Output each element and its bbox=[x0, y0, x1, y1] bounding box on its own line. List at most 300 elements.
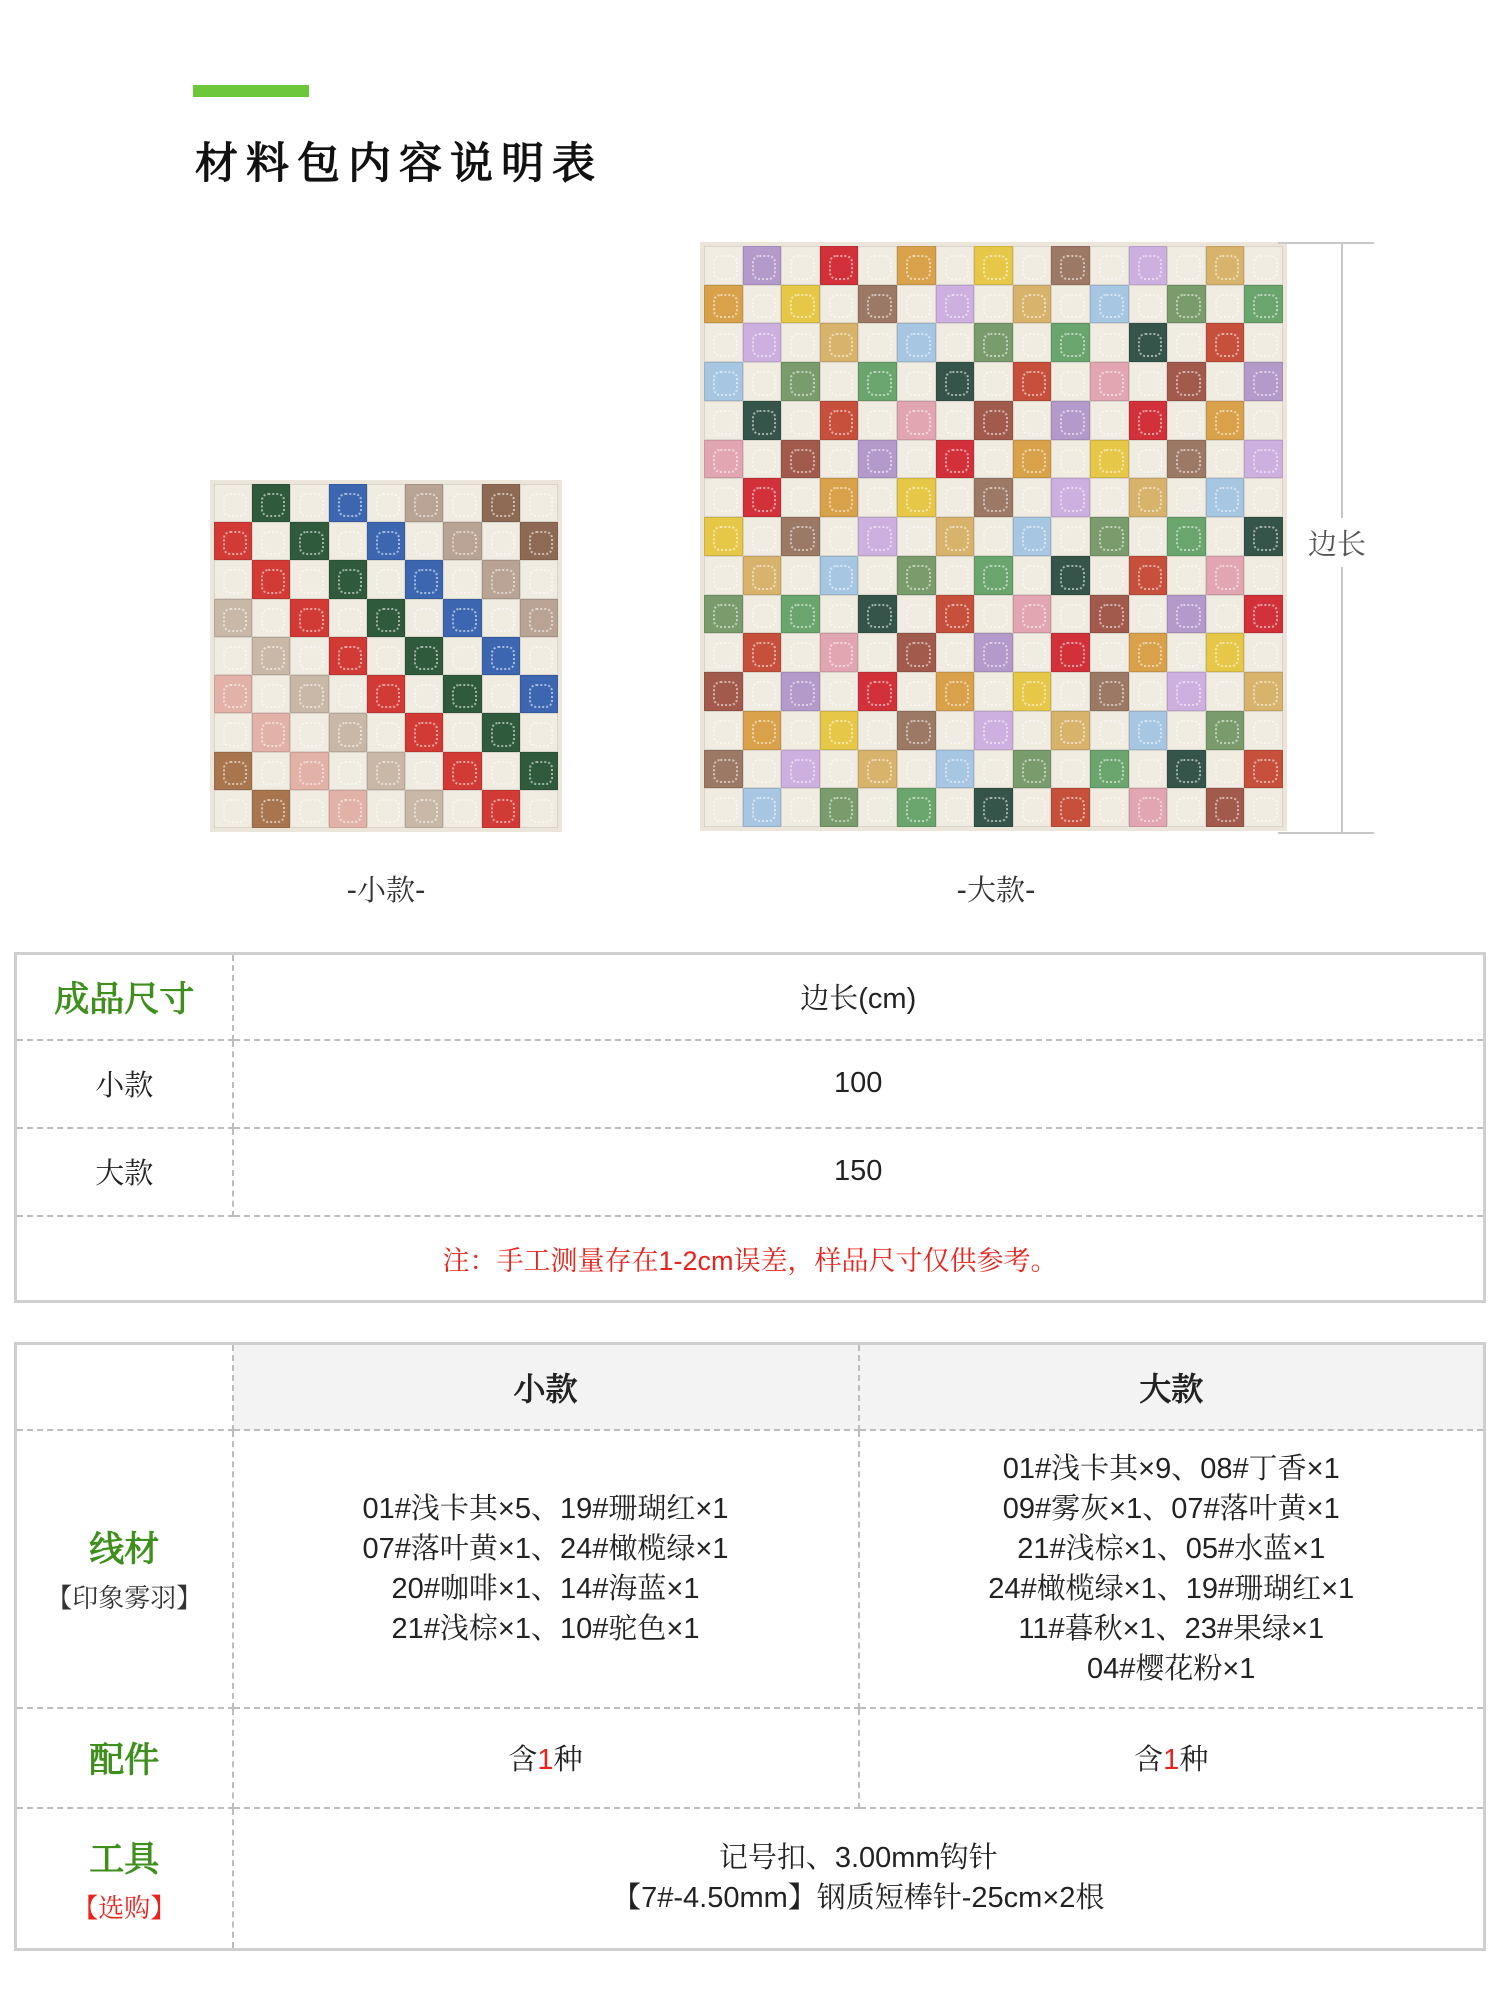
knit-square bbox=[482, 599, 520, 637]
knit-square bbox=[820, 285, 859, 324]
knit-square bbox=[290, 790, 328, 828]
material-col-small: 小款 bbox=[233, 1344, 859, 1430]
knit-square bbox=[743, 595, 782, 634]
knit-square bbox=[704, 401, 743, 440]
knit-square bbox=[1090, 711, 1129, 750]
knit-square bbox=[1051, 440, 1090, 479]
knit-square bbox=[820, 246, 859, 285]
knit-square bbox=[897, 517, 936, 556]
knit-square bbox=[1051, 362, 1090, 401]
knit-square bbox=[781, 750, 820, 789]
material-table bbox=[14, 1342, 1486, 1951]
knit-square bbox=[781, 633, 820, 672]
knit-square bbox=[290, 675, 328, 713]
list-item: 记号扣、3.00mm钩针 bbox=[718, 1842, 998, 1875]
knit-square bbox=[897, 556, 936, 595]
knit-square bbox=[252, 484, 290, 522]
knit-square bbox=[367, 675, 405, 713]
knit-square bbox=[405, 752, 443, 790]
knit-square bbox=[704, 285, 743, 324]
knit-square bbox=[781, 672, 820, 711]
knit-square bbox=[1090, 401, 1129, 440]
list-item: 20#咖啡×1、14#海蓝×1 bbox=[391, 1572, 700, 1605]
knit-square bbox=[1244, 672, 1283, 711]
knit-square bbox=[443, 637, 481, 675]
knit-square bbox=[820, 750, 859, 789]
knit-square bbox=[252, 637, 290, 675]
tools-label: 工具 bbox=[89, 1839, 160, 1879]
tools-label-cell bbox=[16, 1808, 233, 1950]
list-item: 24#橄榄绿×1、19#珊瑚红×1 bbox=[988, 1572, 1355, 1605]
knit-square bbox=[1244, 285, 1283, 324]
knit-square bbox=[1051, 323, 1090, 362]
knit-square bbox=[743, 672, 782, 711]
knit-square bbox=[329, 790, 367, 828]
knit-square bbox=[974, 633, 1013, 672]
knit-square bbox=[820, 401, 859, 440]
knit-square bbox=[1244, 478, 1283, 517]
knit-square bbox=[482, 752, 520, 790]
list-item: 04#樱花粉×1 bbox=[1087, 1652, 1256, 1685]
knit-square bbox=[781, 401, 820, 440]
knit-square bbox=[974, 401, 1013, 440]
knit-square bbox=[781, 711, 820, 750]
knit-square bbox=[1206, 285, 1245, 324]
knit-square bbox=[936, 672, 975, 711]
size-row-label: 大款 bbox=[16, 1128, 233, 1216]
knit-square bbox=[936, 440, 975, 479]
knit-square bbox=[1129, 672, 1168, 711]
knit-square bbox=[897, 672, 936, 711]
knit-square bbox=[1090, 362, 1129, 401]
knit-square bbox=[1167, 285, 1206, 324]
knit-square bbox=[329, 484, 367, 522]
knit-square bbox=[405, 599, 443, 637]
knit-square bbox=[367, 560, 405, 598]
knit-square bbox=[329, 675, 367, 713]
knit-square bbox=[820, 440, 859, 479]
list-item: 01#浅卡其×5、19#珊瑚红×1 bbox=[362, 1492, 729, 1525]
knit-square bbox=[858, 323, 897, 362]
knit-square bbox=[329, 713, 367, 751]
knit-square bbox=[520, 560, 558, 598]
knit-square bbox=[936, 711, 975, 750]
knit-square bbox=[936, 285, 975, 324]
knit-square bbox=[1051, 595, 1090, 634]
knit-square bbox=[1244, 595, 1283, 634]
knit-square bbox=[1167, 750, 1206, 789]
knit-square bbox=[781, 517, 820, 556]
knit-square bbox=[974, 285, 1013, 324]
knit-square bbox=[1090, 285, 1129, 324]
knit-square bbox=[1167, 362, 1206, 401]
knit-square bbox=[974, 362, 1013, 401]
knit-square bbox=[367, 637, 405, 675]
knit-square bbox=[1090, 595, 1129, 634]
knit-square bbox=[897, 323, 936, 362]
knit-square bbox=[520, 484, 558, 522]
knit-square bbox=[520, 752, 558, 790]
knit-square bbox=[936, 750, 975, 789]
knit-square bbox=[290, 713, 328, 751]
knit-square bbox=[329, 560, 367, 598]
knit-square bbox=[1013, 711, 1052, 750]
knit-square bbox=[405, 637, 443, 675]
tools-list bbox=[233, 1808, 1485, 1950]
size-table bbox=[14, 952, 1486, 1303]
knit-square bbox=[1013, 246, 1052, 285]
dimension-tick-top bbox=[1278, 242, 1374, 244]
knit-square bbox=[743, 246, 782, 285]
knit-square bbox=[290, 637, 328, 675]
size-row-label: 小款 bbox=[16, 1040, 233, 1128]
list-item: 11#暮秋×1、23#果绿×1 bbox=[1018, 1612, 1325, 1645]
knit-square bbox=[1129, 556, 1168, 595]
knit-square bbox=[214, 713, 252, 751]
knit-square bbox=[214, 522, 252, 560]
knit-square bbox=[290, 560, 328, 598]
table-row bbox=[16, 1040, 1485, 1128]
knit-square bbox=[743, 556, 782, 595]
knit-square bbox=[897, 401, 936, 440]
knit-square bbox=[1129, 750, 1168, 789]
knit-square bbox=[974, 556, 1013, 595]
knit-square bbox=[482, 522, 520, 560]
knit-square bbox=[897, 750, 936, 789]
knit-square bbox=[1129, 323, 1168, 362]
knit-square bbox=[897, 246, 936, 285]
knit-square bbox=[520, 637, 558, 675]
knit-square bbox=[897, 285, 936, 324]
size-note-row bbox=[16, 1216, 1485, 1302]
knit-square bbox=[1013, 401, 1052, 440]
knit-square bbox=[974, 711, 1013, 750]
knit-square bbox=[443, 522, 481, 560]
knit-square bbox=[1206, 788, 1245, 827]
knit-square bbox=[367, 713, 405, 751]
knit-square bbox=[1013, 595, 1052, 634]
knit-square bbox=[1090, 440, 1129, 479]
knit-square bbox=[1013, 362, 1052, 401]
knit-square bbox=[1206, 711, 1245, 750]
knit-square bbox=[1129, 440, 1168, 479]
knit-square bbox=[520, 713, 558, 751]
knit-square bbox=[214, 560, 252, 598]
material-header-blank bbox=[16, 1344, 233, 1430]
knit-square bbox=[1244, 517, 1283, 556]
knit-square bbox=[367, 790, 405, 828]
knit-square bbox=[1129, 362, 1168, 401]
knit-square bbox=[743, 750, 782, 789]
knit-square bbox=[1167, 401, 1206, 440]
knit-square bbox=[936, 595, 975, 634]
knit-square bbox=[897, 362, 936, 401]
accessory-count: 1 bbox=[537, 1744, 554, 1776]
knit-square bbox=[252, 752, 290, 790]
knit-square bbox=[1129, 285, 1168, 324]
knit-square bbox=[482, 675, 520, 713]
knit-square bbox=[936, 633, 975, 672]
accessory-large bbox=[859, 1708, 1485, 1808]
knit-square bbox=[1206, 401, 1245, 440]
knit-square bbox=[1051, 711, 1090, 750]
knit-square bbox=[936, 517, 975, 556]
knit-square bbox=[858, 633, 897, 672]
knit-square bbox=[482, 560, 520, 598]
knit-square bbox=[858, 517, 897, 556]
knit-square bbox=[820, 633, 859, 672]
knit-square bbox=[858, 285, 897, 324]
knit-square bbox=[820, 672, 859, 711]
knit-square bbox=[1206, 246, 1245, 285]
knit-square bbox=[974, 323, 1013, 362]
knit-square bbox=[1206, 362, 1245, 401]
knit-square bbox=[1129, 246, 1168, 285]
knit-square bbox=[367, 752, 405, 790]
small-caption: -小款- bbox=[346, 873, 426, 907]
table-row bbox=[16, 1128, 1485, 1216]
knit-square bbox=[743, 633, 782, 672]
knit-square bbox=[367, 484, 405, 522]
knit-square bbox=[820, 711, 859, 750]
knit-square bbox=[1129, 478, 1168, 517]
knit-square bbox=[1051, 517, 1090, 556]
knit-square bbox=[214, 484, 252, 522]
knit-square bbox=[1013, 285, 1052, 324]
knit-square bbox=[704, 711, 743, 750]
knit-square bbox=[820, 362, 859, 401]
knit-square bbox=[1090, 246, 1129, 285]
knit-square bbox=[1167, 595, 1206, 634]
knit-square bbox=[252, 522, 290, 560]
knit-square bbox=[897, 595, 936, 634]
knit-square bbox=[897, 440, 936, 479]
knit-square bbox=[482, 637, 520, 675]
knit-square bbox=[743, 788, 782, 827]
knit-square bbox=[405, 675, 443, 713]
knit-square bbox=[405, 522, 443, 560]
knit-square bbox=[1013, 440, 1052, 479]
knit-square bbox=[1244, 440, 1283, 479]
yarn-label-cell bbox=[16, 1430, 233, 1708]
knit-square bbox=[443, 752, 481, 790]
knit-square bbox=[974, 672, 1013, 711]
yarn-large-list bbox=[859, 1430, 1485, 1708]
knit-square bbox=[974, 517, 1013, 556]
knit-square bbox=[781, 285, 820, 324]
knit-square bbox=[1013, 633, 1052, 672]
knit-square bbox=[252, 675, 290, 713]
size-note: 注：手工测量存在1-2cm误差，样品尺寸仅供参考。 bbox=[16, 1216, 1485, 1302]
knit-square bbox=[1244, 246, 1283, 285]
accessory-count: 1 bbox=[1163, 1744, 1180, 1776]
yarn-row bbox=[16, 1430, 1485, 1708]
knit-square bbox=[1206, 323, 1245, 362]
knit-square bbox=[252, 713, 290, 751]
knit-square bbox=[743, 285, 782, 324]
size-row-value: 100 bbox=[233, 1040, 1485, 1128]
accessory-label: 配件 bbox=[16, 1708, 233, 1808]
accessory-prefix: 含 bbox=[508, 1744, 538, 1776]
knit-square bbox=[1167, 556, 1206, 595]
knit-square bbox=[482, 790, 520, 828]
knit-square bbox=[1129, 595, 1168, 634]
knit-square bbox=[974, 788, 1013, 827]
knit-square bbox=[1244, 323, 1283, 362]
knit-square bbox=[858, 788, 897, 827]
list-item: 【7#-4.50mm】钢质短棒针-25cm×2根 bbox=[612, 1882, 1105, 1915]
knit-square bbox=[290, 484, 328, 522]
knit-square bbox=[252, 560, 290, 598]
knit-square bbox=[1244, 362, 1283, 401]
knit-square bbox=[1167, 478, 1206, 517]
knit-square bbox=[290, 599, 328, 637]
knit-square bbox=[1129, 401, 1168, 440]
knit-square bbox=[405, 484, 443, 522]
knit-square bbox=[974, 246, 1013, 285]
knit-square bbox=[1244, 633, 1283, 672]
knit-square bbox=[936, 788, 975, 827]
knit-square bbox=[858, 595, 897, 634]
knit-square bbox=[329, 599, 367, 637]
knit-square bbox=[214, 599, 252, 637]
knit-square bbox=[858, 672, 897, 711]
list-item: 21#浅棕×1、10#驼色×1 bbox=[391, 1612, 700, 1645]
knit-square bbox=[443, 675, 481, 713]
knit-square bbox=[1090, 750, 1129, 789]
list-item: 09#雾灰×1、07#落叶黄×1 bbox=[1002, 1492, 1340, 1525]
knit-square bbox=[329, 637, 367, 675]
list-item: 07#落叶黄×1、24#橄榄绿×1 bbox=[362, 1532, 729, 1565]
knit-square bbox=[974, 478, 1013, 517]
knit-square bbox=[897, 788, 936, 827]
knit-square bbox=[820, 323, 859, 362]
size-header-value: 边长(cm) bbox=[233, 954, 1485, 1040]
knit-square bbox=[214, 675, 252, 713]
knit-square bbox=[781, 478, 820, 517]
knit-square bbox=[1013, 556, 1052, 595]
knit-square bbox=[781, 362, 820, 401]
knit-square bbox=[743, 323, 782, 362]
knit-square bbox=[1206, 440, 1245, 479]
knit-square bbox=[704, 750, 743, 789]
knit-square bbox=[214, 637, 252, 675]
knit-square bbox=[936, 401, 975, 440]
knit-square bbox=[704, 440, 743, 479]
material-table-header bbox=[16, 1344, 1485, 1430]
knit-square bbox=[820, 478, 859, 517]
knit-square bbox=[1090, 556, 1129, 595]
knit-square bbox=[1051, 246, 1090, 285]
knit-square bbox=[1129, 517, 1168, 556]
knit-square bbox=[858, 711, 897, 750]
accessory-small bbox=[233, 1708, 859, 1808]
knit-square bbox=[820, 556, 859, 595]
knit-square bbox=[858, 440, 897, 479]
knit-square bbox=[1244, 788, 1283, 827]
large-caption: -大款- bbox=[956, 873, 1036, 907]
yarn-label: 线材 bbox=[89, 1530, 160, 1569]
knit-square bbox=[1129, 633, 1168, 672]
knit-square bbox=[743, 517, 782, 556]
knit-square bbox=[704, 788, 743, 827]
knit-square bbox=[781, 246, 820, 285]
knit-square bbox=[252, 790, 290, 828]
knit-square bbox=[367, 599, 405, 637]
knit-square bbox=[1167, 246, 1206, 285]
knit-square bbox=[405, 560, 443, 598]
tools-row bbox=[16, 1808, 1485, 1950]
knit-square bbox=[781, 788, 820, 827]
material-col-large: 大款 bbox=[859, 1344, 1485, 1430]
knit-square bbox=[936, 323, 975, 362]
knit-square bbox=[1206, 672, 1245, 711]
knit-square bbox=[897, 711, 936, 750]
knit-square bbox=[1013, 672, 1052, 711]
knit-square bbox=[1051, 672, 1090, 711]
knit-square bbox=[1129, 711, 1168, 750]
knit-square bbox=[704, 595, 743, 634]
knit-square bbox=[1206, 750, 1245, 789]
knit-square bbox=[1206, 556, 1245, 595]
knit-square bbox=[290, 522, 328, 560]
knit-square bbox=[1013, 517, 1052, 556]
knit-square bbox=[974, 750, 1013, 789]
knit-square bbox=[1090, 517, 1129, 556]
knit-square bbox=[1206, 517, 1245, 556]
knit-square bbox=[1244, 556, 1283, 595]
knit-square bbox=[858, 246, 897, 285]
knit-square bbox=[1244, 401, 1283, 440]
knit-square bbox=[520, 790, 558, 828]
knit-square bbox=[1051, 285, 1090, 324]
knit-square bbox=[820, 788, 859, 827]
knit-square bbox=[820, 517, 859, 556]
size-table-header bbox=[16, 954, 1485, 1040]
knit-square bbox=[1051, 750, 1090, 789]
knit-square bbox=[405, 790, 443, 828]
size-row-value: 150 bbox=[233, 1128, 1485, 1216]
knit-square bbox=[1244, 711, 1283, 750]
knit-square bbox=[443, 599, 481, 637]
knit-square bbox=[781, 595, 820, 634]
knit-square bbox=[520, 599, 558, 637]
knit-square bbox=[1051, 788, 1090, 827]
knit-square bbox=[1167, 711, 1206, 750]
knit-square bbox=[704, 323, 743, 362]
knit-square bbox=[443, 713, 481, 751]
knit-square bbox=[482, 484, 520, 522]
knit-square bbox=[820, 595, 859, 634]
knit-square bbox=[252, 599, 290, 637]
knit-square bbox=[1013, 323, 1052, 362]
knit-square bbox=[936, 246, 975, 285]
knit-square bbox=[1167, 633, 1206, 672]
knit-square bbox=[1090, 672, 1129, 711]
knit-square bbox=[1051, 401, 1090, 440]
knit-square bbox=[1051, 556, 1090, 595]
knit-square bbox=[743, 401, 782, 440]
tools-optional: 【选购】 bbox=[72, 1892, 177, 1923]
knit-square bbox=[936, 478, 975, 517]
knit-square bbox=[704, 517, 743, 556]
yarn-brand: 【印象雾羽】 bbox=[46, 1583, 203, 1613]
knit-square bbox=[897, 633, 936, 672]
knit-square bbox=[443, 790, 481, 828]
knit-square bbox=[290, 752, 328, 790]
knit-square bbox=[520, 675, 558, 713]
dimension-tick-bottom bbox=[1278, 832, 1374, 834]
